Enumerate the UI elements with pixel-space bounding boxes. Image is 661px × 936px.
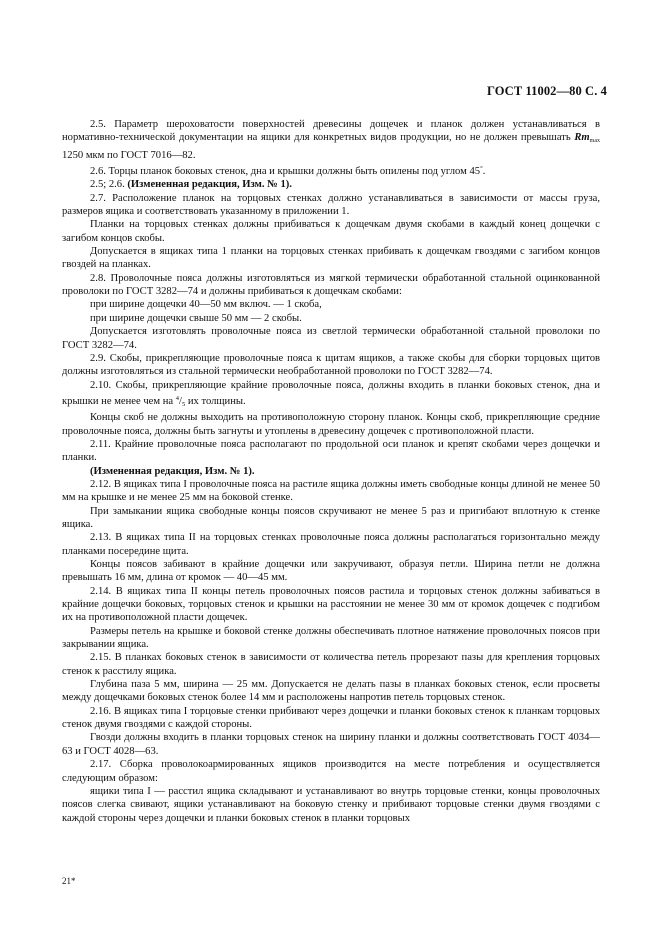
paragraph-2-7: 2.7. Расположение планок на торцовых стенках должно устанавливаться в зависимости от массы груза, размеров ящика и соответствовать указанному в приложении 1. [62, 192, 600, 218]
paragraph-2-16-nails: Гвозди должны входить в планки торцовых стенок на ширину планки и должны соответствовать ГОСТ 4034—63 и ГОСТ 4028—63. [62, 732, 600, 757]
amendment-note-2-5-2-6: 2.5; 2.6. (Измененная редакция, Изм. № 1). [90, 179, 292, 191]
paragraph-2-7-planks: Планки на торцовых стенках должны прибиваться к дощечкам двумя скобами в каждый конец дощечки с загибом концов скобы. [62, 219, 600, 244]
paragraph-2-9: 2.9. Скобы, прикрепляющие проволочные пояса к щитам ящиков, а также скобы для сборки торцовых щитов должны изготовляться из стальной термически необработанной проволоки по ГОСТ 3282—74. [62, 352, 600, 378]
paragraph-2-17: 2.17. Сборка проволокоармированных ящиков производится на месте потребления и осуществляется следующим образом: [62, 759, 600, 784]
paragraph-2-15: 2.15. В планках боковых стенок в зависимости от количества петель прорезают пазы для крепления торцовых стенок к расстилу ящика. [62, 652, 600, 677]
document-body [62, 118, 600, 825]
page-footer-mark: 21* [62, 876, 76, 886]
fraction-numerator: 4 [175, 394, 179, 402]
paragraph-2-10: 2.10. Скобы, прикрепляющие крайние проволочные пояса, должны входить в планки боковых стенок, дна и крышки не менее чем на $^4$/5 их толщины. [62, 379, 600, 408]
paragraph-2-11: 2.11. Крайние проволочные пояса располагают по продольной оси планок и крепят скобами через дощечки и планки. [62, 438, 600, 464]
paragraph-2-8: 2.8. Проволочные пояса должны изготовляться из мягкой термически обработанной стальной оцинкованной проволоки по ГОСТ 3282—74 и должны прибиваться к дощечкам скобами: [62, 272, 600, 298]
paragraph-2-8-width-40-50: при ширине дощечки 40—50 мм включ. — 1 скоба, [90, 299, 322, 311]
paragraph-2-10-ends: Концы скоб не должны выходить на противоположную сторону планок. Концы скоб, прикрепляющие средние проволочные пояса, должны быть загнуты и утоплены в древесину дощечек с противоположной пласти. [62, 412, 600, 437]
degree-sign: ° [480, 165, 483, 173]
paragraph-2-17-type-1: ящики типа I — расстил ящика складывают и устанавливают во внутрь торцовые стенки, концы проволочных поясов слегка свивают, ящики устанавливают на боковую стенку и прибивают торцовые стенки двумя гвоздями с каждой стороны через дощечки и планки боковых стенок в планки торцовых [62, 785, 600, 824]
paragraph-2-12: 2.12. В ящиках типа I проволочные пояса на растиле ящика должны иметь свободные концы длиной не менее 50 мм на крышке и не менее 25 мм на боковой стенке. [62, 478, 600, 504]
amendment-note-2-11: (Измененная редакция, Изм. № 1). [90, 465, 255, 477]
paragraph-2-6: 2.6. Торцы планок боковых стенок, дна и крышки должны быть опилены под углом 45°. [90, 165, 486, 178]
paragraph-2-8-allowed: Допускается изготовлять проволочные пояса из светлой термически обработанной стальной проволоки по ГОСТ 3282—74. [62, 326, 600, 351]
paragraph-2-13: 2.13. В ящиках типа II на торцовых стенках проволочные пояса должны располагаться горизонтально между планками посередине щита. [62, 532, 600, 557]
page-header: ГОСТ 11002—80 С. 4 [486, 84, 607, 98]
paragraph-2-16: 2.16. В ящиках типа I торцовые стенки прибивают через дощечки и планки боковых стенок к планкам торцовых стенок двумя гвоздями с каждой стороны. [62, 705, 600, 731]
paragraph-2-5: 2.5. Параметр шероховатости поверхностей древесины дощечек и планок должен устанавливаться в нормативно-технической документации на ящики для конкретных видов продукции, но не должен превышать $Rm_{max}$ 1250 мкм по ГОСТ 7016—82. [62, 119, 601, 161]
rm-symbol: Rm [574, 132, 590, 144]
paragraph-2-14: 2.14. В ящиках типа II концы петель проволочных поясов растила и торцовых стенок должны забиваться в крайние дощечки боковых, торцовых стенок и крышки на расстоянии не менее 30 мм от кромок дощечек с подгибом их на противоположной пласти дощечек. [62, 585, 600, 624]
fraction-denominator: 5 [181, 400, 186, 408]
paragraph-2-13-loops: Концы поясов забивают в крайние дощечки или закручивают, образуя петли. Ширина петли не должна превышать 16 мм, длина от кромок — 40—45 мм. [62, 559, 600, 584]
fraction-slash: / [178, 395, 182, 407]
paragraph-2-15-depth: Глубина паза 5 мм, ширина — 25 мм. Допускается не делать пазы в планках боковых стенок, если просветы между дощечками боковых стенок более 14 мм и расположены напротив петель торцовых стенок. [62, 679, 600, 704]
paragraph-2-8-width-over-50: при ширине дощечки свыше 50 мм — 2 скобы. [90, 312, 302, 324]
paragraph-2-7-nails: Допускается в ящиках типа 1 планки на торцовых стенках прибивать к дощечкам гвоздями с загибом концов гвоздей на планках. [62, 246, 600, 271]
paragraph-2-12-closing: При замыкании ящика свободные концы поясов скручивают не менее 5 раз и пригибают вплотную к стенке ящика. [62, 505, 600, 530]
paragraph-2-14-sizes: Размеры петель на крышке и боковой стенке должны обеспечивать плотное натяжение проволочных поясов при закрывании ящика. [62, 625, 600, 651]
rm-subscript: max [589, 138, 601, 145]
